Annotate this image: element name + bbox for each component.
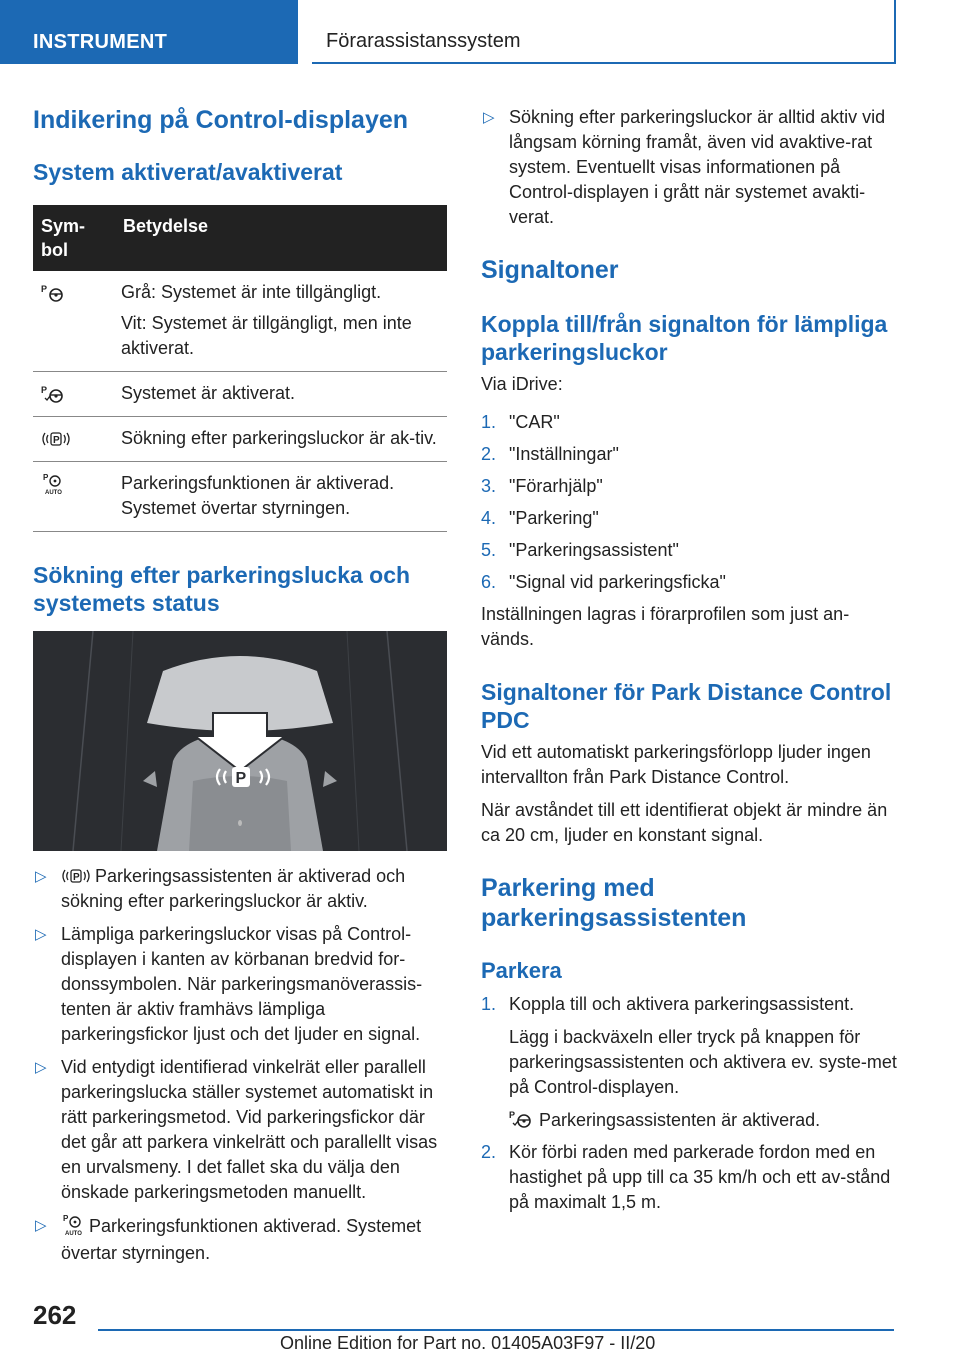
heading-parkering-med: Parkering med parkeringsassistenten [481,874,747,932]
parking-assistant-active-icon [41,384,67,404]
step-text: "Signal vid parkeringsficka" [509,572,726,592]
step-icon-line [509,1108,897,1133]
list-item [481,474,897,499]
row-text: Systemet är aktiverat. [121,383,296,403]
via-idrive-text: Via iDrive: [481,374,563,394]
step-number: 3. [481,476,497,496]
bullet-text: Lämpliga parkeringsluckor visas på Control-displayen i kanten av körbanan bredvid for-donssymbolen. När parkeringsmanöverassis-tenten är aktiv framhävs lämpliga parkeringsfickor ljust och det ljuder en signal. [61,924,423,1044]
heading-system-status: System aktiverat/avaktiverat [33,159,343,185]
heading-pdc: Signaltoner för Park Distance Control PDC [481,679,892,733]
step-text: "Parkering" [509,508,599,528]
bullet-text: Sökning efter parkeringsluckor är alltid aktiv vid långsam körning framåt, även vid avaktive-rat system. Eventuellt visas informationen på Control-displayen i grått när systemet avakti-verat. [509,107,886,227]
pdc-text-2: När avståndet till ett identifierat objekt är mindre än ca 20 cm, ljuder en konstant signal. [481,800,888,845]
list-item [481,992,897,1133]
svg-text:P: P [41,385,48,396]
list-item [481,442,897,467]
svg-text:P: P [43,473,49,483]
list-item [33,1213,447,1266]
step-number: 2. [481,444,497,464]
idrive-step-list [481,410,897,602]
step-icon-text: Parkeringsassistenten är aktiverad. [539,1110,821,1130]
row-text: Grå: Systemet är inte tillgängligt. [121,282,382,302]
step-text: "Förarhjälp" [509,476,603,496]
list-item [33,1055,447,1205]
car-parking-display-image [33,631,447,851]
step-number: 2. [481,1142,497,1163]
step-text: "Inställningar" [509,444,619,464]
bullet-text: Parkeringsfunktionen aktiverad. Systemet övertar styrningen. [61,1215,422,1263]
triangle-bullet-icon: ▷ [35,868,47,885]
svg-text:AUTO: AUTO [45,490,62,497]
table-row [33,462,447,532]
list-item [481,538,897,563]
triangle-bullet-icon: ▷ [35,1059,47,1076]
table-row [33,271,447,372]
parking-assistant-icon [41,283,67,303]
svg-text:P: P [73,871,80,883]
heading-sokning: Sökning efter parkeringslucka och systemets status [33,562,411,616]
list-item [481,410,897,435]
table-header-meaning: Betydelse [115,205,447,271]
triangle-bullet-icon: ▷ [35,926,47,943]
step-subtext: Lägg i backväxeln eller tryck på knappen för parkeringsassistenten och aktivera ev. syste-met på Control-displayen. [509,1027,897,1097]
page-number: 262 [33,1300,77,1330]
chapter-title: Förarassistanssystem [312,0,896,64]
svg-text:P: P [235,770,247,787]
list-item [481,506,897,531]
step-number: 4. [481,508,497,528]
list-item [481,105,897,230]
triangle-bullet-icon: ▷ [483,109,495,126]
table-row [33,417,447,462]
step-text: Koppla till och aktivera parkeringsassistent. [509,994,855,1014]
control-display-illustration [33,631,447,851]
step-number: 6. [481,572,497,592]
bullet-text: Parkeringsassistenten är aktiverad och sökning efter parkeringsluckor är aktiv. [61,866,406,911]
triangle-bullet-icon: ▷ [35,1217,47,1234]
svg-text:P: P [63,1214,69,1223]
heading-parkera: Parkera [481,958,562,983]
step-text: "CAR" [509,412,560,432]
row-text: Sökning efter parkeringsluckor är ak-tiv. [121,428,437,448]
parking-assistant-active-icon [509,1109,535,1129]
pdc-text-1: Vid ett automatiskt parkeringsförlopp ljuder ingen intervallton från Park Distance Control. [481,742,871,787]
row-text: Vit: Systemet är tillgängligt, men inte aktiverat. [121,313,412,358]
status-bullet-list [33,864,447,1274]
svg-text:P: P [41,284,48,295]
step-text: Kör förbi raden med parkerade fordon med en hastighet på upp till ca 35 km/h och ett av-stånd på maximalt 1,5 m. [509,1142,891,1213]
step-number: 1. [481,994,497,1014]
svg-text:P: P [509,1110,516,1121]
list-item [481,1140,897,1215]
list-item [33,922,447,1047]
list-item [33,864,447,914]
list-item [481,570,897,595]
table-row [33,372,447,417]
svg-text:P: P [53,435,60,447]
footer-edition-text: Online Edition for Part no. 01405A03F97 - II/20 [280,1333,656,1353]
parking-auto-icon [61,1213,87,1237]
footer-divider [98,1329,894,1331]
search-note-list [481,105,897,238]
row-text: Parkeringsfunktionen är aktiverad. Systemet övertar styrningen. [121,473,395,518]
parking-space-search-icon [61,866,91,886]
heading-signaltoner: Signaltoner [481,256,619,284]
symbol-table [33,205,447,532]
step-text: "Parkeringsassistent" [509,540,679,560]
section-tab: INSTRUMENT [0,0,298,64]
parking-space-search-icon [41,429,71,449]
table-header-symbol: Sym- bol [33,205,115,271]
step-number: 1. [481,412,497,432]
parking-auto-icon [41,472,67,496]
setting-saved-text: Inställningen lagras i förarprofilen som just an-vänds. [481,604,850,649]
bullet-text: Vid entydigt identifierad vinkelrät eller parallell parkeringslucka ställer systemet automatiskt in rätt parkeringsmetod. Vid parkeringsfickor där det går att parkera vinkelrätt och parallellt visas en urvalsmeny. I det fallet ska du välja den önskade parkeringsmetoden manuellt. [61,1057,438,1202]
parking-step-list [481,992,897,1222]
step-number: 5. [481,540,497,560]
heading-koppla-signalton: Koppla till/från signalton för lämpliga parkeringsluckor [481,311,888,365]
svg-text:AUTO: AUTO [65,1231,82,1237]
heading-indikering: Indikering på Control-displayen [33,106,409,134]
